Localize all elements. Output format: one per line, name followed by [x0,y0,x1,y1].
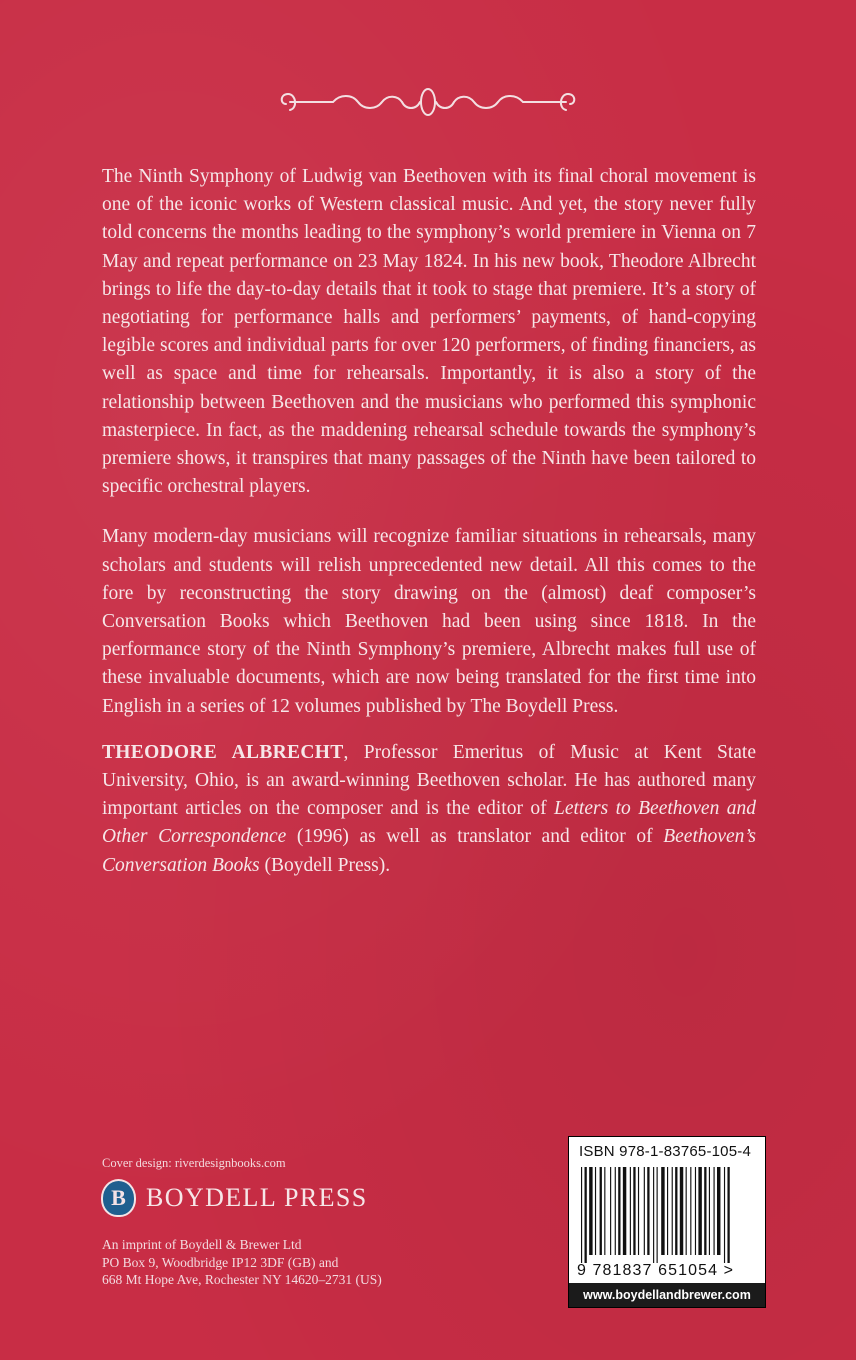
barcode-icon [577,1167,759,1263]
author-bio-text-2: (1996) as well as translator and editor of [286,826,664,848]
book-title-conversation-books: Beethoven’s Conversation Books [102,826,756,876]
description-text [102,163,756,898]
blurb-paragraph-1: The Ninth Symphony of Ludwig van Beethoven with its final choral movement is one of the iconic works of Western classical music. And yet, the story never fully told concerns the months leading to the symphony’s world premiere in Vienna on 7 May and repeat performance on 23 May 1824. In his new book, Theodore Albrecht brings to life the day-to-day details that it took to stage that premiere. It’s a story of negotiating for performance halls and performers’ payments, of hand-copying legible scores and individual parts for over 120 performers, of finding financiers, as well as space and time for rehearsals. Importantly, it is also a story of the relationship between Beethoven and the musicians who performed this symphonic masterpiece. In fact, as the maddening rehearsal schedule towards the symphony’s premiere shows, it transpires that many passages of the Ninth have been tailored to specific orchestral players. [102,166,756,498]
imprint-line: PO Box 9, Woodbridge IP12 3DF (GB) and [102,1254,339,1270]
isbn-label: ISBN 978-1-83765-105-4 [579,1143,752,1160]
author-name: THEODORE ALBRECHT [102,741,344,763]
publisher-website: www.boydellandbrewer.com [569,1283,765,1307]
imprint-line: 668 Mt Hope Ave, Rochester NY 14620–2731 (US) [102,1272,382,1287]
publisher-logo [101,1179,368,1217]
imprint-line: An imprint of Boydell & Brewer Ltd [102,1237,302,1252]
book-title-letters: Letters to Beethoven and Other Correspondence [102,798,756,848]
blurb-paragraph-2: Many modern-day musicians will recognize familiar situations in rehearsals, many scholars and students will relish unprecedented new detail. All this comes to the fore by reconstructing the story drawing on the (almost) deaf composer’s Conversation Books which Beethoven had been using since 1818. In the performance story of the Ninth Symphony’s premiere, Albrecht makes full use of these invaluable documents, which are now being translated for the first time into English in a series of 12 volumes published by The Boydell Press. [102,526,756,717]
decorative-flourish-ornament [278,82,578,122]
publisher-name: BOYDELL PRESS [146,1183,368,1212]
author-bio-text-3: (Boydell Press). [259,854,391,876]
author-bio-text-1: , Professor Emeritus of Music at Kent State University, Ohio, is an award-winning Beethoven scholar. He has authored many important articles on the composer and is the editor of [102,741,756,820]
publisher-imprint-address [102,1236,382,1289]
barcode-digits: 9 781837 651054 > [577,1262,735,1279]
boydell-shield-icon: B [101,1179,136,1217]
cover-design-credit: Cover design: riverdesignbooks.com [102,1156,286,1170]
author-bio-paragraph [102,739,756,880]
isbn-barcode-box [568,1136,766,1308]
